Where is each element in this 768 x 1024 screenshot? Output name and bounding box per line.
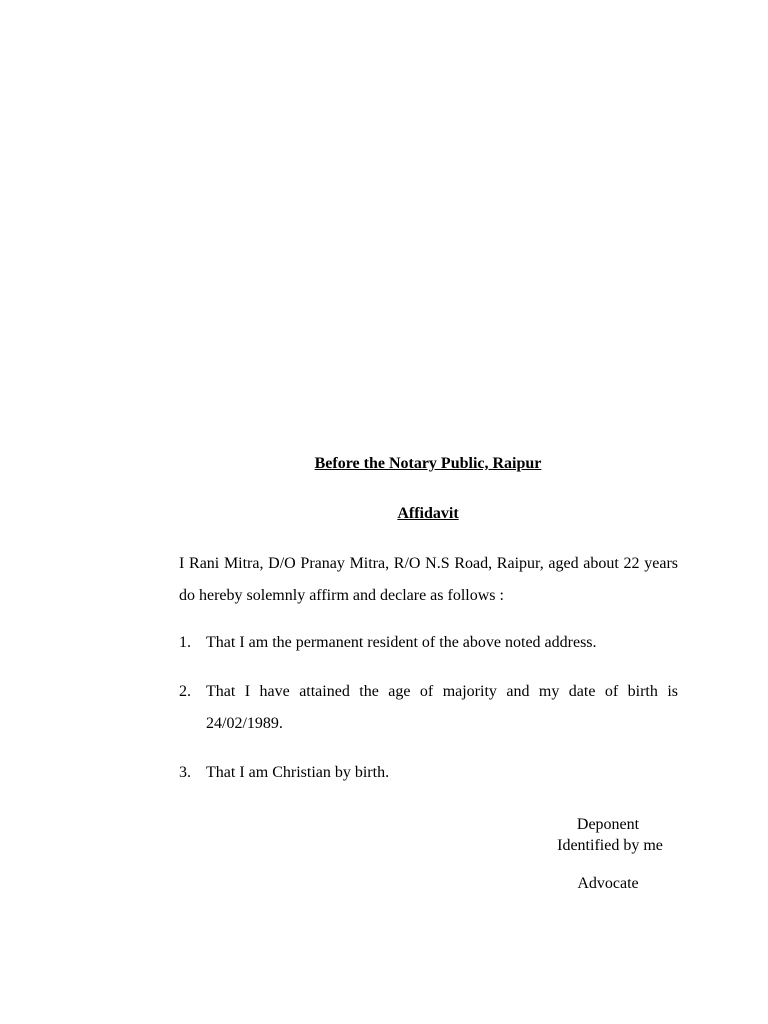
list-item-text: That I am the permanent resident of the above noted address. — [206, 634, 597, 651]
identified-label: Identified by me — [557, 837, 663, 854]
document-heading: Before the Notary Public, Raipur — [314, 455, 542, 472]
intro-paragraph: I Rani Mitra, D/O Pranay Mitra, R/O N.S Road, Raipur, aged about 22 years do hereby solemnly affirm and declare as follows : — [179, 555, 678, 604]
list-item-number: 2. — [179, 683, 191, 700]
deponent-label: Deponent — [576, 816, 640, 833]
advocate-label: Advocate — [577, 875, 639, 892]
list-item — [179, 676, 678, 740]
list-item — [179, 757, 678, 789]
list-item-text: That I am Christian by birth. — [206, 764, 390, 781]
list-item-number: 3. — [179, 764, 191, 781]
list-item-number: 1. — [179, 634, 191, 651]
list-item — [179, 627, 678, 659]
list-item-text: That I have attained the age of majority and my date of birth is 24/02/1989. — [206, 683, 678, 732]
affidavit-title: Affidavit — [397, 505, 459, 522]
